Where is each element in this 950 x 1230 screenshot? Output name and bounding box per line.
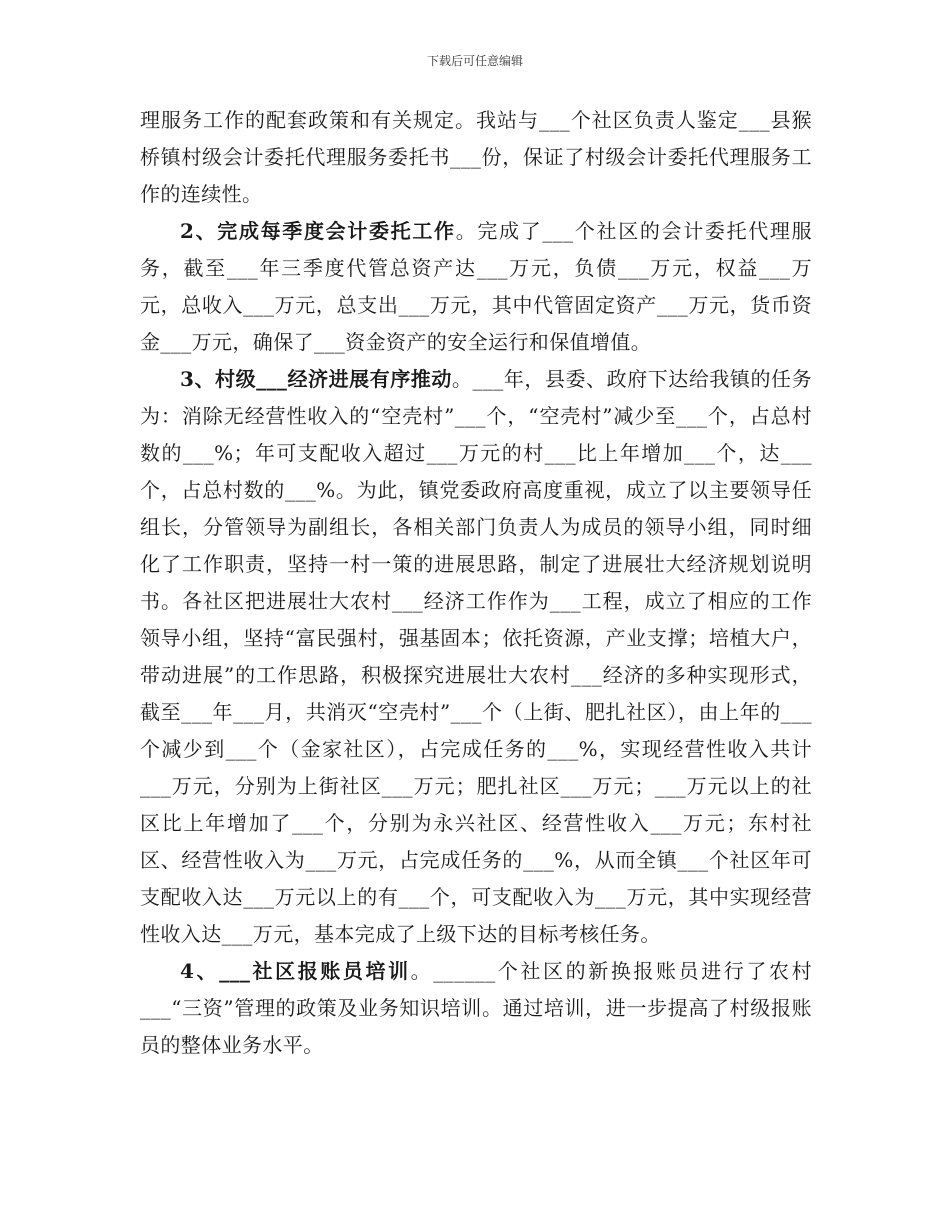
paragraph-1-text: 理服务工作的配套政策和有关规定。我站与___个社区负责人鉴定___县猴桥镇村级会计委托代理服务委托书___份，保证了村级会计委托代理服务工作的连续性。: [140, 108, 812, 206]
paragraph-4-heading: 4、___社区报账员培训: [180, 959, 411, 983]
paragraph-2-heading: 2、完成每季度会计委托工作: [180, 219, 456, 243]
paragraph-4-text: 。______个社区的新换报账员进行了农村___“三资”管理的政策及业务知识培训。通过培训，进一步提高了村级报账员的整体业务水平。: [140, 959, 812, 1057]
document-body: [140, 102, 812, 1064]
paragraph-2-text: 。完成了___个社区的会计委托代理服务，截至___年三季度代管总资产达___万元，负债___万元，权益___万元，总收入___万元，总支出___万元，其中代管固定资产___万元，货币资金___万元，确保了___资金资产的安全运行和保值增值。: [140, 219, 812, 354]
paragraph-1: [140, 102, 812, 213]
paragraph-4: [140, 953, 812, 1064]
paragraph-3: [140, 361, 812, 953]
paragraph-3-text: 。___年，县委、政府下达给我镇的任务为：消除无经营性收入的“空壳村”___个，“空壳村”减少至___个，占总村数的___%；年可支配收入超过___万元的村___比上年增加___个，达___个，占总村数的___%。为此，镇党委政府高度重视，成立了以主要领导任组长，分管领导为副组长，各相关部门负责人为成员的领导小组，同时细化了工作职责，坚持一村一策的进展思路，制定了进展壮大经济规划说明书。各社区把进展壮大农村___经济工作作为___工程，成立了相应的工作领导小组，坚持“富民强村，强基固本；依托资源，产业支撑；培植大户，带动进展”的工作思路，积极探究进展壮大农村___经济的多种实现形式，截至___年___月，共消灭“空壳村”___个（上街、肥扎社区），由上年的___个减少到___个（金家社区），占完成任务的___%，实现经营性收入共计___万元，分别为上街社区___万元；肥扎社区___万元；___万元以上的社区比上年增加了___个，分别为永兴社区、经营性收入___万元；东村社区、经营性收入为___万元，占完成任务的___%，从而全镇___个社区年可支配收入达___万元以上的有___个，可支配收入为___万元，其中实现经营性收入达___万元，基本完成了上级下达的目标考核任务。: [140, 367, 812, 946]
paragraph-2: [140, 213, 812, 361]
paragraph-3-heading: 3、村级___经济进展有序推动: [180, 367, 452, 391]
page-header-note: 下载后可任意编辑: [426, 54, 523, 68]
